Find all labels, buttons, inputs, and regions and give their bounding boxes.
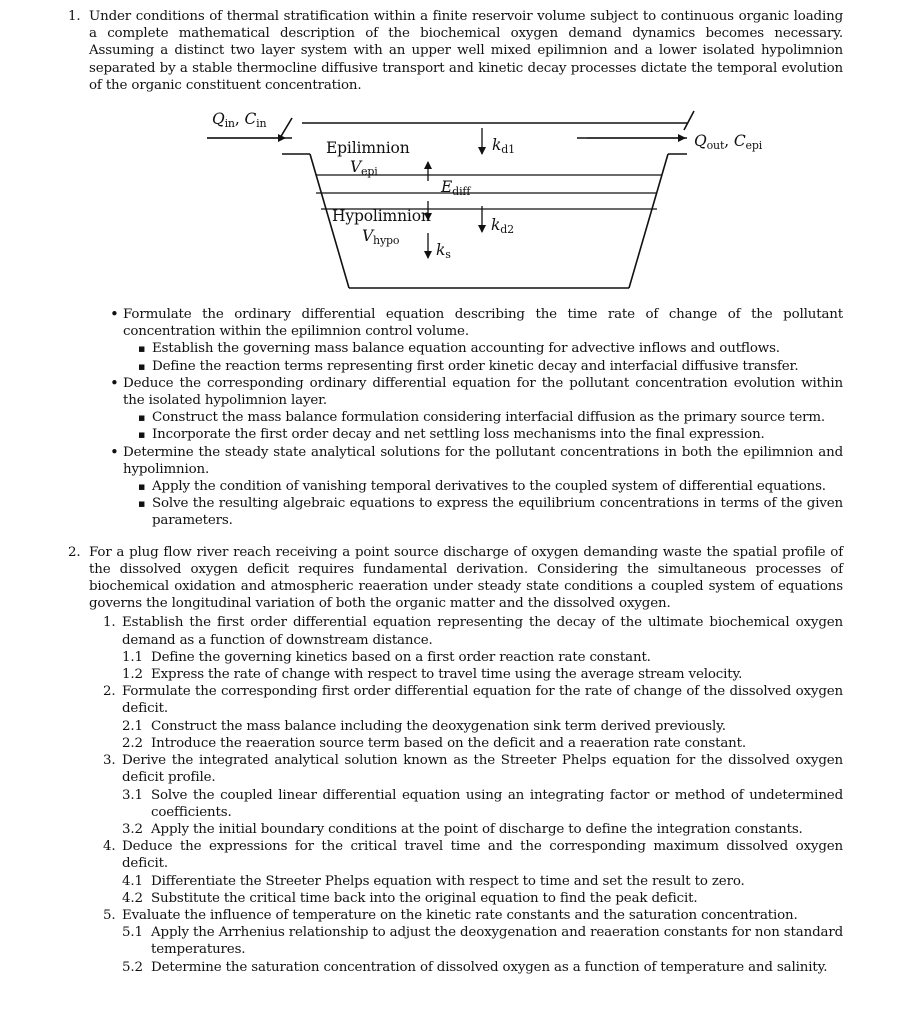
hypolimnion-label: Hypolimnion [332, 207, 431, 226]
q2-sub-item: 1.1 Define the governing kinetics based on a first order reaction rate constant. [122, 649, 651, 665]
q2-sub-item: 4.1 Differentiate the Streeter Phelps equation with respect to time and set the result to zero. [122, 873, 745, 889]
q1-bullet: • Determine the steady state analytical solutions for the pollutant concentrations in both the epilimnion and hypolimnion. ▪ Apply the condition of vanishing temporal derivatives to the coupled system of differential equations. ▪ Solve the resulting algebraic equations to express the equilibrium concentrations in terms of the given parameters. [123, 444, 843, 530]
q2-item: 5. Evaluate the influence of temperature on the kinetic rate constants and the saturation concentration. 5.1 Apply the Arrhenius relationship to adjust the deoxygenation and reaeration constants for non standard temperatures. 5.2 Determine the saturation concentration of dissolved oxygen as a function of temperature and salinity. [103, 907, 843, 975]
epilimnion-label: Epilimnion [326, 139, 410, 158]
q1-bullet: • Deduce the corresponding ordinary differential equation for the pollutant concentration evolution within the isolated hypolimnion layer. ▪ Construct the mass balance formulation considering interfacial diffusion as the primary source term. ▪ Incorporate the first order decay and net settling loss mechanisms into the final expression. [123, 375, 843, 444]
question-2 [60, 544, 843, 976]
q1-bullet-list [89, 306, 843, 530]
kd1-label: $k_{d1}$ [492, 136, 515, 157]
q2-sub-item: 4.2 Substitute the critical time back into the original equation to find the peak deficit. [122, 890, 698, 906]
kd2-label: $k_{d2}$ [491, 216, 514, 237]
q1-sub-bullet: ▪ Solve the resulting algebraic equations to express the equilibrium concentrations in terms of the given parameters. [152, 495, 843, 529]
ks-label: $k_s$ [436, 241, 451, 262]
outflow-label: $Q_{out}$, $C_{epi}$ [694, 132, 763, 153]
q2-sub-item: 5.1 Apply the Arrhenius relationship to adjust the deoxygenation and reaeration constants for non standard temperatures. [122, 925, 843, 958]
inflow-label: $Q_{in}$, $C_{in}$ [212, 110, 267, 131]
question-number: 1. [68, 9, 81, 24]
hypolimnion-volume-label: $V_{hypo}$ [362, 227, 400, 248]
q1-sub-bullet: ▪ Define the reaction terms representing first order kinetic decay and interfacial diffusive transfer. [152, 358, 843, 375]
q2-sub-item: 2.2 Introduce the reaeration source term based on the deficit and a reaeration rate constant. [122, 735, 746, 751]
q2-item: 2. Formulate the corresponding first order differential equation for the rate of change of the dissolved oxygen deficit. 2.1 Construct the mass balance including the deoxygenation sink term derived previously. 2.2 Introduce the reaeration source term based on the deficit and a reaeration rate constant. [103, 684, 843, 751]
question-number: 2. [68, 544, 81, 560]
thermocline-lines [316, 175, 662, 209]
q2-sub-item: 1.2 Express the rate of change with respect to travel time using the average stream velocity. [122, 667, 743, 683]
question-text: For a plug flow river reach receiving a point source discharge of oxygen demanding waste the spatial profile of the dissolved oxygen deficit requires fundamental derivation. Considering the simultaneous processes of biochemical oxidation and atmospheric reaeration under steady state conditions a coupled system of equations governs the longitudinal variation of both the organic matter and the dissolved oxygen. [89, 544, 843, 612]
q1-sub-bullet: ▪ Construct the mass balance formulation considering interfacial diffusion as the primary source term. [152, 409, 843, 426]
q2-sub-item: 2.1 Construct the mass balance including the deoxygenation sink term derived previously. [122, 718, 726, 734]
q2-sub-item: 3.1 Solve the coupled linear differential equation using an integrating factor or method of undetermined coefficients. [122, 787, 843, 820]
q2-item: 4. Deduce the expressions for the critical travel time and the corresponding maximum dissolved oxygen deficit. 4.1 Differentiate the Streeter Phelps equation with respect to time and set the result to zero. 4.2 Substitute the critical time back into the original equation to find the peak deficit. [103, 839, 843, 906]
ediff-label: $E_{diff}$ [441, 178, 471, 199]
q2-sub-item: 3.2 Apply the initial boundary conditions at the point of discharge to define the integration constants. [122, 821, 803, 837]
q1-sub-bullet: ▪ Apply the condition of vanishing temporal derivatives to the coupled system of differential equations. [152, 478, 843, 495]
q2-item-list [89, 614, 843, 975]
q1-sub-bullet: ▪ Incorporate the first order decay and net settling loss mechanisms into the final expression. [152, 426, 843, 443]
q2-item: 1. Establish the first order differential equation representing the decay of the ultimate biochemical oxygen demand as a function of downstream distance. 1.1 Define the governing kinetics based on a first order reaction rate constant. 1.2 Express the rate of change with respect to travel time using the average stream velocity. [103, 615, 843, 683]
q2-sub-item: 5.2 Determine the saturation concentration of dissolved oxygen as a function of temperature and salinity. [122, 959, 828, 975]
epilimnion-volume-label: $V_{epi}$ [350, 158, 378, 179]
question-1 [60, 8, 843, 530]
question-text: Under conditions of thermal stratification within a finite reservoir volume subject to continuous organic loading a complete mathematical description of the biochemical oxygen demand dynamics becomes necessary. Assuming a distinct two layer system with an upper well mixed epilimnion and a lower isolated hypolimnion separated by a stable thermocline diffusive transport and kinetic decay processes dictate the temporal evolution of the organic constituent concentration. [89, 9, 843, 93]
q1-bullet: • Formulate the ordinary differential equation describing the time rate of change of the pollutant concentration within the epilimnion control volume. ▪ Establish the governing mass balance equation accounting for advective inflows and outflows. ▪ Define the reaction terms representing first order kinetic decay and interfacial diffusive transfer. [123, 306, 843, 375]
reservoir-diagram [207, 108, 807, 298]
q1-sub-bullet: ▪ Establish the governing mass balance equation accounting for advective inflows and outflows. [152, 340, 843, 357]
q2-item: 3. Derive the integrated analytical solution known as the Streeter Phelps equation for the dissolved oxygen deficit profile. 3.1 Solve the coupled linear differential equation using an integrating factor or method of undetermined coefficients. 3.2 Apply the initial boundary conditions at the point of discharge to define the integration constants. [103, 753, 843, 837]
